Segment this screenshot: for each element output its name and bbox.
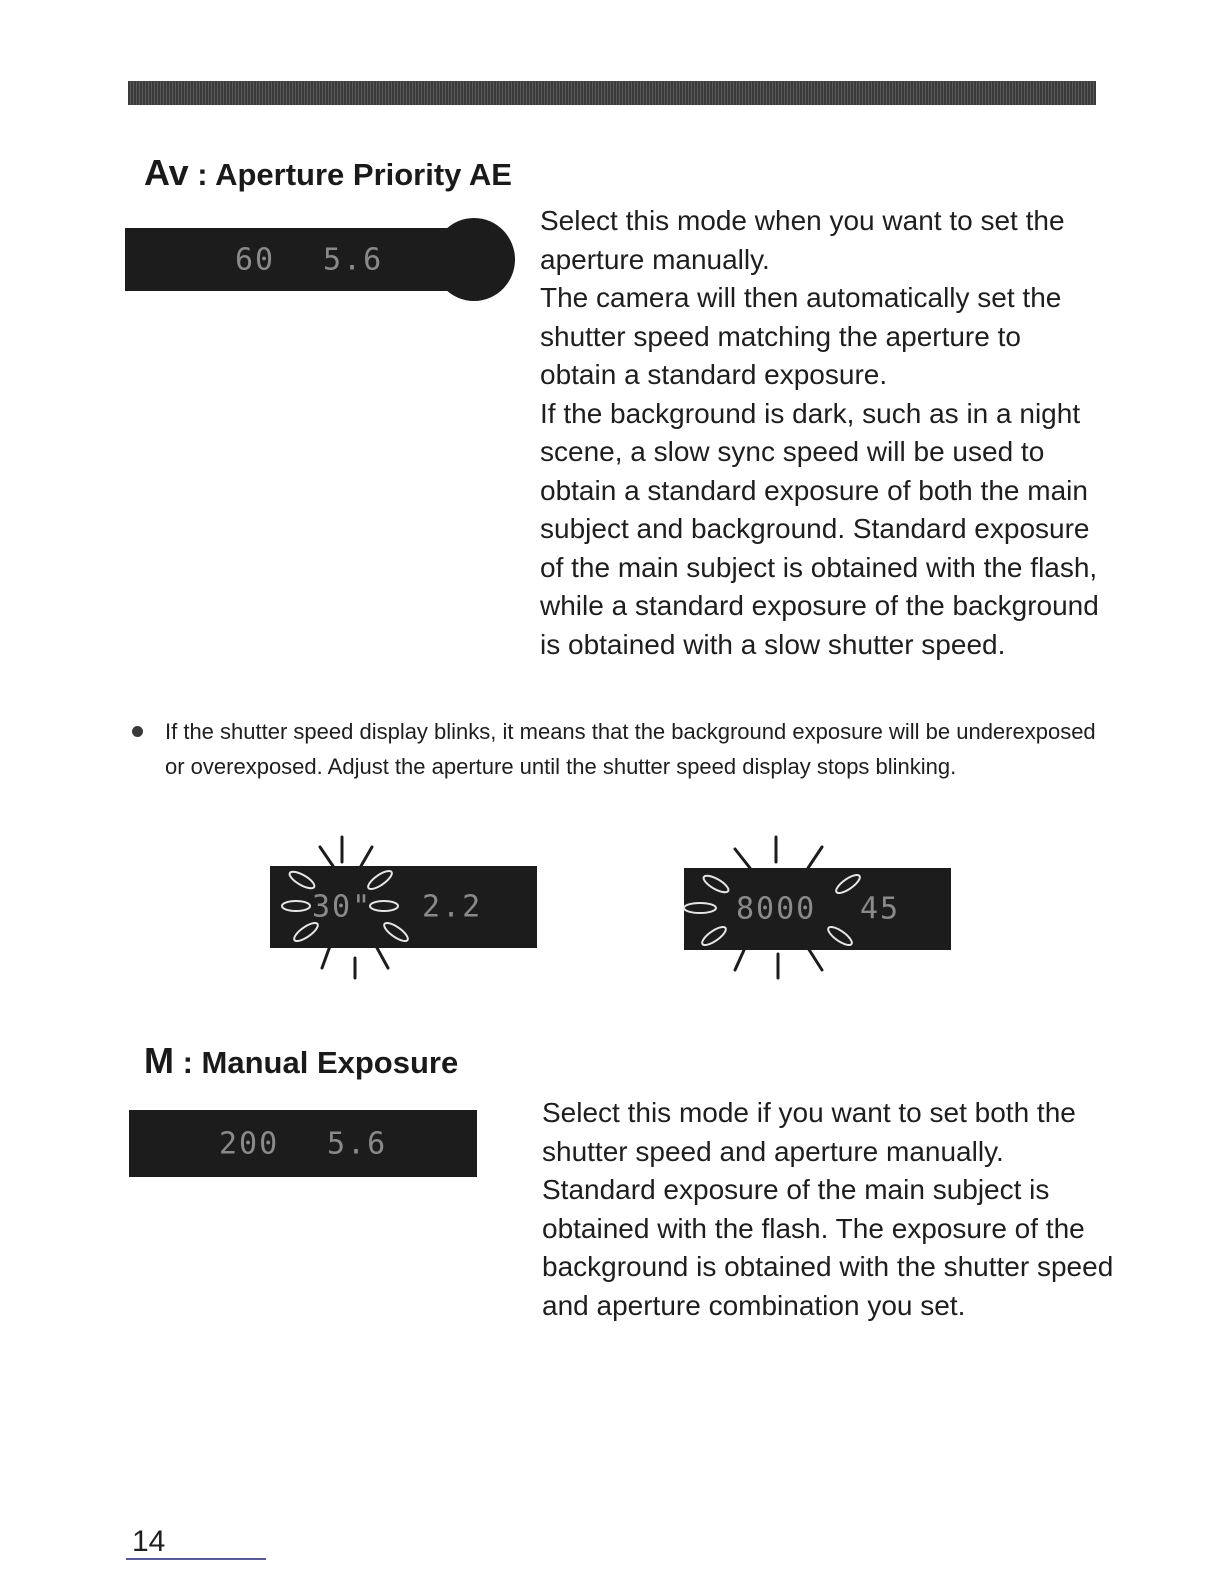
lcd-aperture: 5.6: [323, 242, 384, 277]
blink-dash: [382, 920, 411, 944]
m-description: [542, 1094, 1122, 1325]
blink-dash: [287, 869, 316, 892]
page-rule: [126, 1558, 266, 1560]
blink-ray: [808, 948, 822, 970]
blink-ray: [376, 946, 388, 968]
m-description-text: Select this mode if you want to set both the shutter speed and aperture manually. Standard exposure of the main subject is obtained with the flash. The exposure of the background is obtained with the shutter speed and aperture combination you set.: [542, 1097, 1114, 1321]
blink-ray: [808, 847, 822, 868]
lcd-display-m: [129, 1110, 477, 1177]
mode-symbol: M: [144, 1040, 174, 1081]
blink-dash: [282, 901, 310, 911]
mode-name: : Manual Exposure: [174, 1045, 459, 1080]
lcd-shutter-speed: 60: [235, 242, 276, 277]
blink-ray: [320, 847, 333, 866]
lcd-blink-shutter: 8000: [736, 891, 817, 927]
lcd-blink-aperture: 45: [860, 891, 901, 927]
blink-dash: [834, 872, 863, 896]
page-number: 14: [132, 1525, 166, 1558]
blink-ray: [322, 946, 330, 968]
blink-dash: [826, 924, 855, 948]
blink-note-text: If the shutter speed display blinks, it means that the background exposure will be underexposed or overexposed. Adjust the aperture until the shutter speed display stops blinking.: [165, 719, 1096, 779]
lcd-shutter-speed: 200: [219, 1126, 280, 1161]
blink-ray: [361, 847, 372, 866]
av-description-text: Select this mode when you want to set the aperture manually. The camera will then automatically set the shutter speed matching the aperture to obtain a standard exposure. If the background is dark, such as in a night scene, a slow sync speed will be used to obtain a standard exposure of both the main subject and background. Standard exposure of the main subject is obtained with the flash, while a standard exposure of the background is obtained with a slow shutter speed.: [540, 205, 1099, 660]
lcd-blink-shutter: 30": [312, 889, 373, 925]
blink-dash: [366, 868, 395, 892]
blink-dash: [684, 903, 716, 913]
blink-dash: [370, 901, 398, 911]
section-title-m: [144, 1040, 458, 1082]
lcd-blink-aperture: 2.2: [422, 889, 483, 925]
mode-symbol: Av: [144, 152, 189, 193]
blink-dash: [701, 873, 730, 896]
blink-ray: [735, 849, 750, 868]
blink-dash: [292, 920, 321, 944]
blink-ray: [735, 950, 744, 970]
lcd-aperture: 5.6: [327, 1126, 388, 1161]
blink-dash: [700, 924, 729, 948]
mode-name: : Aperture Priority AE: [188, 157, 512, 192]
